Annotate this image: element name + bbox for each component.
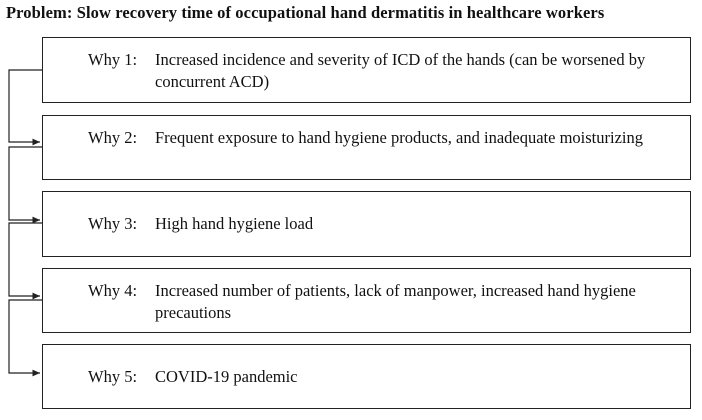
why-2-text: Frequent exposure to hand hygiene products, and inadequate moisturizing xyxy=(155,128,643,147)
connector-3-4 xyxy=(9,223,42,296)
why-box-4 xyxy=(42,268,691,333)
why-2-label: Why 2: xyxy=(88,128,138,147)
problem-title: Problem: Slow recovery time of occupational hand dermatitis in healthcare workers xyxy=(6,3,605,22)
why-4-text: Increased number of patients, lack of manpower, increased hand hygiene precautions xyxy=(155,281,636,322)
why-box-1 xyxy=(42,37,691,103)
connector-4-5 xyxy=(9,300,42,373)
why-5-label: Why 5: xyxy=(88,367,138,386)
why-3-text: High hand hygiene load xyxy=(155,214,314,233)
why-box-2 xyxy=(42,115,691,180)
connector-2-3 xyxy=(9,147,42,220)
why-4-label: Why 4: xyxy=(88,281,138,300)
why-box-3 xyxy=(42,191,691,257)
connector-1-2 xyxy=(9,70,42,142)
why-1-text: Increased incidence and severity of ICD of the hands (can be worsened by concurrent ACD) xyxy=(155,50,646,91)
why-1-label: Why 1: xyxy=(88,50,138,69)
why-3-label: Why 3: xyxy=(88,214,138,233)
why-5-text: COVID-19 pandemic xyxy=(155,367,298,386)
why-box-5 xyxy=(42,344,691,409)
